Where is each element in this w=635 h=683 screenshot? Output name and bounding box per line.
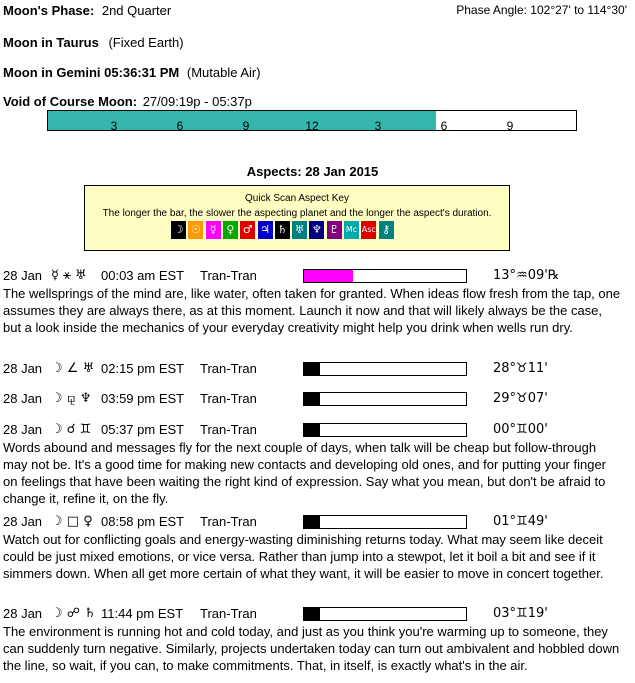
aspect-type: Tran-Tran [200, 361, 257, 376]
uranus-icon: ♅ [292, 221, 307, 239]
voc-tick-label: 6 [440, 119, 448, 133]
aspect-position: 28°♉11' [493, 361, 548, 376]
aspect-duration-fill [304, 516, 320, 528]
moon-sign-taurus-element: (Fixed Earth) [108, 35, 184, 50]
moon-phase [3, 3, 171, 18]
midheaven-icon: Mc [344, 221, 359, 239]
aspect-date: 28 Jan [3, 514, 43, 529]
moon-sign-gemini [3, 65, 261, 80]
voc-timeline-bar [47, 110, 577, 131]
aspect-duration-bar [303, 423, 467, 437]
aspect-date: 28 Jan [3, 391, 43, 406]
aspect-time: 02:15 pm EST [101, 361, 185, 376]
aspect-duration-bar [303, 607, 467, 621]
sun-icon: ☉ [188, 221, 203, 239]
aspect-description: Words abound and messages fly for the next couple of days, when talk will be cheap but follow-through may not be. It's a good time for making new contacts and developing old ones, and for putting your finger on feelings that have been waiting the right kind of expression. Say what you mean, but don't be afraid to change it, refine it, on the fly. [3, 440, 607, 506]
moon-sign-taurus-label: Moon in Taurus [3, 35, 99, 50]
phase-angle: Phase Angle: 102°27' to 114°30' [456, 3, 627, 17]
moon-phase-label: Moon's Phase: [3, 3, 95, 18]
aspect-type: Tran-Tran [200, 606, 257, 621]
mercury-icon: ☿ [206, 221, 221, 239]
jupiter-icon: ♃ [258, 221, 273, 239]
aspect-time: 03:59 pm EST [101, 391, 185, 406]
aspect-row [3, 268, 623, 285]
aspect-duration-bar [303, 392, 467, 406]
aspect-row [3, 514, 623, 531]
aspect-date: 28 Jan [3, 268, 43, 283]
aspect-row [3, 422, 623, 439]
voc-value: 27/09:19p - 05:37p [142, 94, 252, 109]
voc-label: Void of Course Moon: [3, 94, 138, 109]
voc-tick-label: 3 [110, 119, 118, 133]
aspect-row [3, 391, 623, 408]
aspect-date: 28 Jan [3, 361, 43, 376]
mars-icon: ♂ [240, 221, 255, 239]
saturn-icon: ♄ [275, 221, 290, 239]
aspect-time: 00:03 am EST [101, 268, 185, 283]
aspect-symbols: ☽ ☌ ♊ [51, 422, 92, 437]
aspect-date: 28 Jan [3, 606, 43, 621]
aspect-type: Tran-Tran [200, 391, 257, 406]
moon-phase-value: 2nd Quarter [101, 3, 172, 18]
voc-tick-label: 6 [176, 119, 184, 133]
venus-icon: ♀ [223, 221, 238, 239]
aspect-duration-fill [304, 608, 320, 620]
aspect-row [3, 606, 623, 623]
aspect-duration-bar [303, 269, 467, 283]
aspect-position: 29°♉07' [493, 391, 548, 406]
aspect-duration-fill [304, 424, 320, 436]
voc-tick-label: 9 [242, 119, 250, 133]
chiron-icon: ⚷ [379, 221, 394, 239]
key-title: Quick Scan Aspect Key [245, 193, 349, 204]
aspect-symbols: ☿ ⚹ ♅ [51, 268, 87, 283]
aspect-symbols: ☽ ⚼ ♆ [51, 391, 92, 406]
aspect-key-box [84, 185, 510, 251]
aspect-time: 11:44 pm EST [101, 606, 184, 621]
aspect-position: 01°♊49' [493, 514, 548, 529]
key-subtitle: The longer the bar, the slower the aspecting planet and the longer the aspect's duration. [102, 208, 492, 219]
aspect-symbols: ☽ ☍ ♄ [51, 606, 96, 621]
aspect-position: 03°♊19' [493, 606, 548, 621]
aspect-type: Tran-Tran [200, 268, 257, 283]
aspect-time: 08:58 pm EST [101, 514, 185, 529]
aspect-description: The environment is running hot and cold today, and just as you think you're warming up to someone, they can suddenly turn negative. Similarly, projects undertaken today can turn out ambivalent and hobbled down the line, so wait, if you can, to make commitments. That, in itself, is exactly what's in the air. [3, 624, 620, 673]
moon-sign-taurus [3, 35, 184, 50]
voc-tick-label: 3 [374, 119, 382, 133]
void-of-course [3, 94, 252, 109]
aspect-duration-bar [303, 362, 467, 376]
aspect-symbols: ☽ □ ♀ [51, 514, 93, 529]
aspect-position: 00°♊00' [493, 422, 548, 437]
pluto-icon: ♇ [327, 221, 342, 239]
aspect-duration-fill [304, 270, 353, 282]
moon-sign-gemini-element: (Mutable Air) [186, 65, 261, 80]
voc-tick-label: 9 [506, 119, 514, 133]
aspect-duration-fill [304, 363, 320, 375]
moon-sign-gemini-label: Moon in Gemini 05:36:31 PM [3, 65, 180, 80]
aspect-duration-bar [303, 515, 467, 529]
aspects-title: Aspects: 28 Jan 2015 [246, 164, 379, 179]
aspect-description: The wellsprings of the mind are, like water, often taken for granted. When ideas flow fresh from the tap, one assumes they are always there, as at this moment. Launch it now and that will likely always be the case, but a look inside the mechanics of your everyday creativity might help you drink when wells run dry. [3, 286, 621, 335]
voc-tick-label: 12 [305, 119, 319, 133]
aspect-description: Watch out for conflicting goals and energy-wasting diminishing returns today. What may seem like deceit could be just mixed emotions, or vice versa. Rather than jump into a stewpot, let it boil a bit and see if it simmers down. When all get more certain of what they want, it will be easier to move in concert together. [3, 532, 604, 581]
aspect-duration-fill [304, 393, 320, 405]
aspect-type: Tran-Tran [200, 514, 257, 529]
neptune-icon: ♆ [309, 221, 324, 239]
aspect-position: 13°♒09'℞ [493, 268, 560, 283]
aspect-symbols: ☽ ∠ ♅ [51, 361, 95, 376]
moon-icon: ☽ [171, 221, 186, 239]
aspect-row [3, 361, 623, 378]
aspect-type: Tran-Tran [200, 422, 257, 437]
aspect-time: 05:37 pm EST [101, 422, 185, 437]
aspect-date: 28 Jan [3, 422, 43, 437]
ascendant-icon: Asc [361, 221, 376, 239]
